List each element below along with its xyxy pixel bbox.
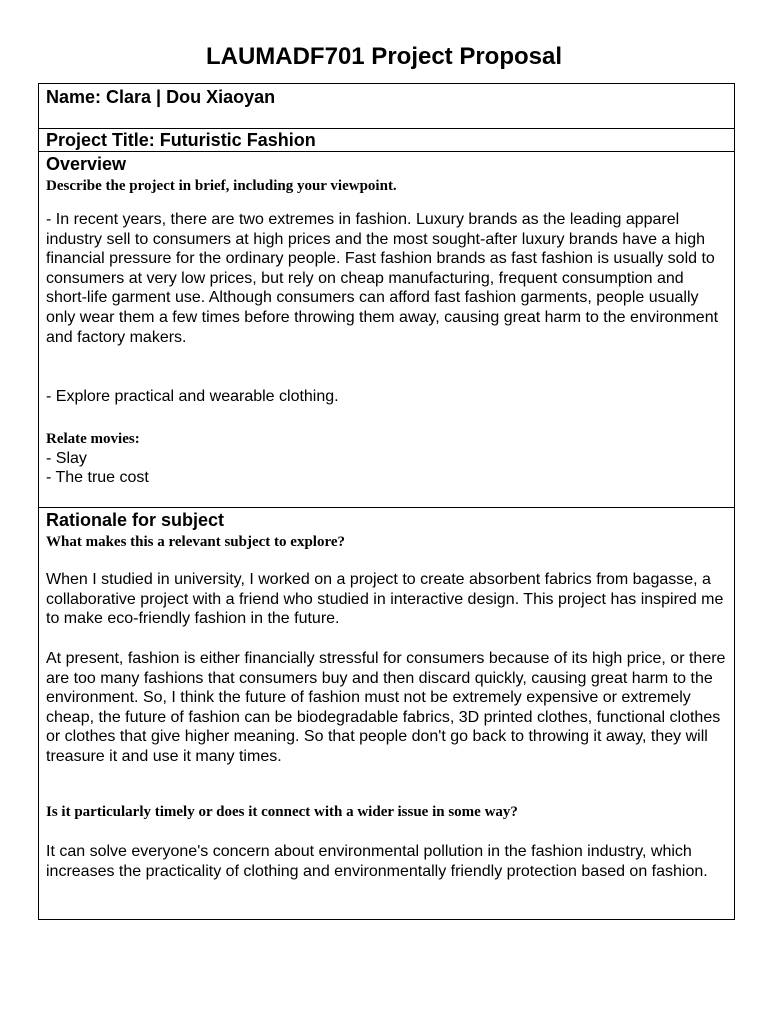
- project-title-box: [38, 128, 735, 152]
- name-field: Name: Clara | Dou Xiaoyan: [46, 87, 276, 107]
- project-title-field: Project Title: Futuristic Fashion: [46, 130, 316, 150]
- overview-prompt: Describe the project in brief, including your viewpoint.: [46, 178, 397, 194]
- overview-paragraph-1: - In recent years, there are two extremes in fashion. Luxury brands as the leading apparel industry sell to consumers at high prices and the most sought-after luxury brands have a high financial pressure for the ordinary people. Fast fashion brands as fast fashion is usually sold to consumers at very low prices, but rely on cheap manufacturing, frequent consumption and short-life garment use. Although consumers can afford fast fashion garments, people usually only wear them a few times before throwing them away, causing great harm to the environment and factory makers.: [46, 211, 719, 346]
- movie-item: - Slay: [46, 450, 87, 467]
- rationale-section: [38, 507, 735, 920]
- rationale-heading: Rationale for subject: [46, 510, 225, 530]
- document-title: LAUMADF701 Project Proposal: [205, 43, 563, 70]
- movies-label: Relate movies:: [46, 431, 140, 447]
- rationale-paragraph-1: When I studied in university, I worked on a project to create absorbent fabrics from bagasse, a collaborative project with a friend who studied in interactive design. This project has inspired me to make eco-friendly fashion in the future.: [46, 571, 724, 628]
- rationale-paragraph-3: It can solve everyone's concern about environmental pollution in the fashion industry, which increases the practicality of clothing and environmentally friendly protection based on fashion.: [46, 843, 708, 880]
- overview-paragraph-2: - Explore practical and wearable clothing.: [46, 388, 339, 405]
- overview-section: [38, 151, 735, 508]
- overview-heading: Overview: [46, 154, 127, 174]
- rationale-paragraph-2: At present, fashion is either financially stressful for consumers because of its high price, or there are too many fashions that consumers buy and then discard quickly, causing great harm to the environment. So, I think the future of fashion must not be extremely expensive or extremely cheap, the future of fashion can be biodegradable fabrics, 3D printed clothes, functional clothes or clothes that give higher meaning. So that people don't go back to throwing it away, they will treasure it and use it many times.: [46, 650, 726, 765]
- movie-item: - The true cost: [46, 469, 149, 486]
- rationale-prompt: What makes this a relevant subject to explore?: [46, 534, 346, 550]
- rationale-prompt-2: Is it particularly timely or does it connect with a wider issue in some way?: [46, 804, 518, 820]
- name-field-box: [38, 83, 735, 129]
